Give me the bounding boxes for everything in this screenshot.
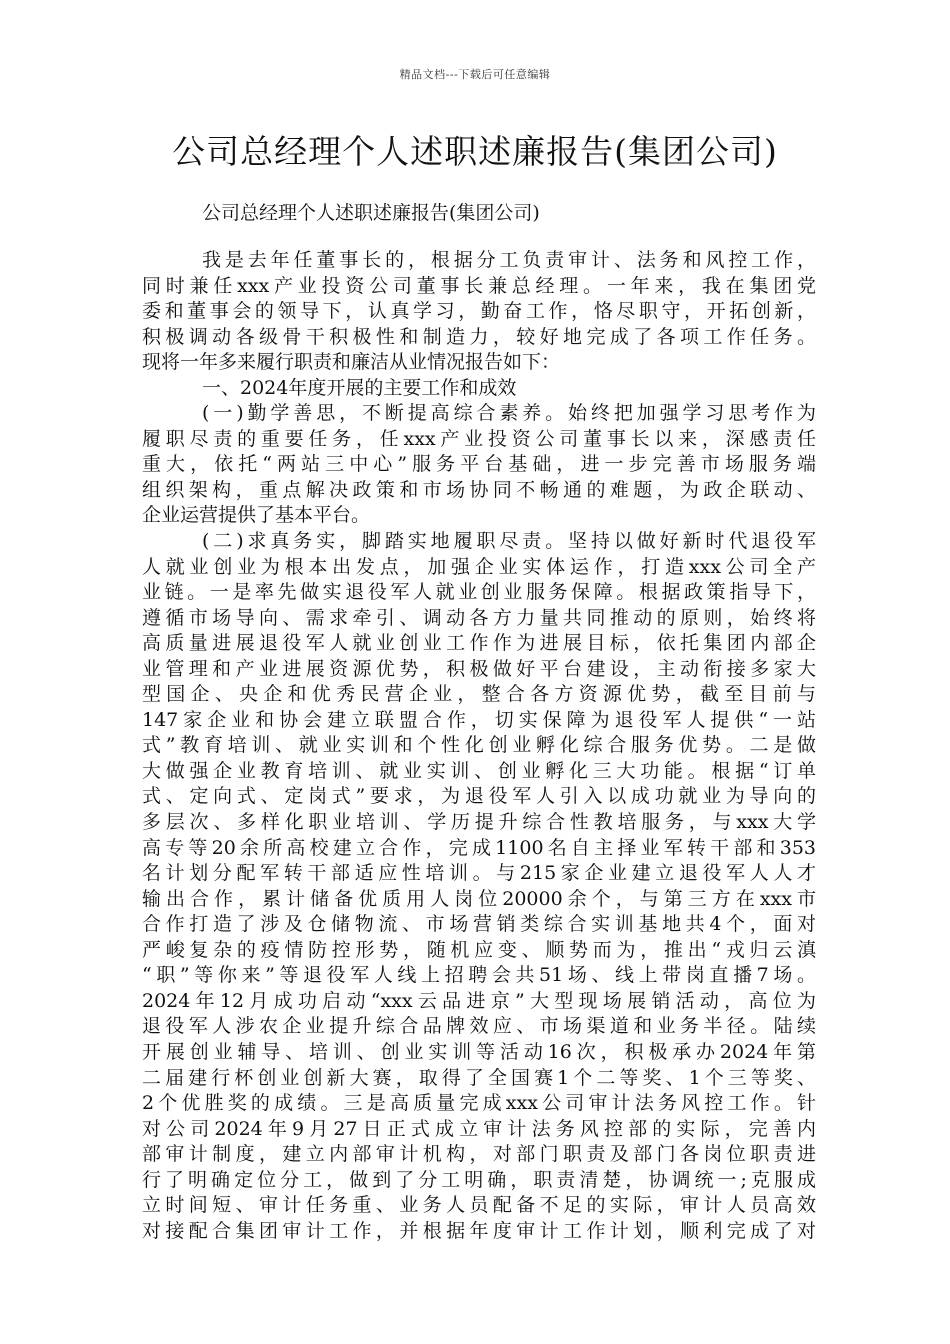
body-line: 输出合作，累计储备优质用人岗位20000余个，与第三方在xxx市 <box>142 887 816 910</box>
body-line: 同时兼任xxx产业投资公司董事长兼总经理。一年来，我在集团党 <box>142 274 816 297</box>
body-line: 我是去年任董事长的，根据分工负责审计、法务和风控工作， <box>202 249 816 271</box>
body-line: 企业运营提供了基本平台。 <box>142 504 371 527</box>
document-title: 公司总经理个人述职述廉报告(集团公司) <box>172 132 778 171</box>
body-line: 人就业创业为根本出发点，加强企业实体运作，打造xxx公司全产 <box>142 555 816 578</box>
body-line: 式、定向式、定岗式”要求，为退役军人引入以成功就业为导向的 <box>142 785 816 808</box>
body-line: (二)求真务实，脚踏实地履职尽责。坚持以做好新时代退役军 <box>202 530 816 553</box>
body-line: 立时间短、审计任务重、业务人员配备不足的实际，审计人员高效 <box>142 1194 816 1217</box>
body-line: 部审计制度，建立内部审计机构，对部门职责及部门各岗位职责进 <box>142 1143 816 1166</box>
body-line: 2024年12月成功启动“xxx云品进京”大型现场展销活动，高位为 <box>142 989 816 1012</box>
body-line: 退役军人涉农企业提升综合品牌效应、市场渠道和业务半径。陆续 <box>142 1015 816 1038</box>
body-line: 遵循市场导向、需求牵引、调动各方力量共同推动的原则，始终将 <box>142 606 816 629</box>
body-line: 式”教育培训、就业实训和个性化创业孵化综合服务优势。二是做 <box>142 734 816 757</box>
body-line: 业链。一是率先做实退役军人就业创业服务保障。根据政策指导下， <box>142 581 816 604</box>
document-subtitle: 公司总经理个人述职述廉报告(集团公司) <box>202 202 540 224</box>
body-line: 对公司2024年9月27日正式成立审计法务风控部的实际，完善内 <box>142 1117 816 1140</box>
body-line: 履职尽责的重要任务，任xxx产业投资公司董事长以来，深感责任 <box>142 427 816 450</box>
body-line: 高专等20余所高校建立合作，完成1100名自主择业军转干部和353 <box>142 836 816 859</box>
body-line: 委和董事会的领导下，认真学习，勤奋工作，恪尽职守，开拓创新， <box>142 300 816 323</box>
body-line: 业管理和产业进展资源优势，积极做好平台建设，主动衔接多家大 <box>142 657 816 680</box>
body-line: “职”等你来”等退役军人线上招聘会共51场、线上带岗直播7场。 <box>142 964 816 987</box>
body-line: 2个优胜奖的成绩。三是高质量完成xxx公司审计法务风控工作。针 <box>142 1092 816 1115</box>
page-header-note: 精品文档---下载后可任意编辑 <box>399 68 551 81</box>
body-line: 严峻复杂的疫情防控形势，随机应变、顺势而为，推出“戎归云滇 <box>142 938 816 961</box>
document-body <box>142 248 816 1244</box>
body-line: 组织架构，重点解决政策和市场协同不畅通的难题，为政企联动、 <box>142 478 816 501</box>
body-line: 开展创业辅导、培训、创业实训等活动16次，积极承办2024年第 <box>142 1040 816 1063</box>
body-line: 大做强企业教育培训、就业实训、创业孵化三大功能。根据“订单 <box>142 759 816 782</box>
body-line: 合作打造了涉及仓储物流、市场营销类综合实训基地共4个，面对 <box>142 913 816 936</box>
body-line: 多层次、多样化职业培训、学历提升综合性教培服务，与xxx大学 <box>142 811 816 834</box>
body-line: 147家企业和协会建立联盟合作，切实保障为退役军人提供“一站 <box>142 708 816 731</box>
body-line: 积极调动各级骨干积极性和制造力，较好地完成了各项工作任务。 <box>142 325 816 348</box>
body-line: 现将一年多来履行职责和廉洁从业情况报告如下： <box>142 351 561 374</box>
body-line: 名计划分配军转干部适应性培训。与215家企业建立退役军人人才 <box>142 862 816 885</box>
body-line: 行了明确定位分工，做到了分工明确，职责清楚，协调统一;克服成 <box>142 1168 816 1191</box>
body-line: (一)勤学善思，不断提高综合素养。始终把加强学习思考作为 <box>202 402 816 425</box>
body-line: 型国企、央企和优秀民营企业，整合各方资源优势，截至目前与 <box>142 683 816 706</box>
body-line: 对接配合集团审计工作，并根据年度审计工作计划，顺利完成了对 <box>142 1219 816 1242</box>
body-line: 重大，依托“两站三中心”服务平台基础，进一步完善市场服务端 <box>142 453 816 476</box>
body-line: 二届建行杯创业创新大赛，取得了全国赛1个二等奖、1个三等奖、 <box>142 1066 816 1089</box>
body-line: 一、2024年度开展的主要工作和成效 <box>202 376 517 399</box>
body-line: 高质量进展退役军人就业创业工作作为进展目标，依托集团内部企 <box>142 632 816 655</box>
